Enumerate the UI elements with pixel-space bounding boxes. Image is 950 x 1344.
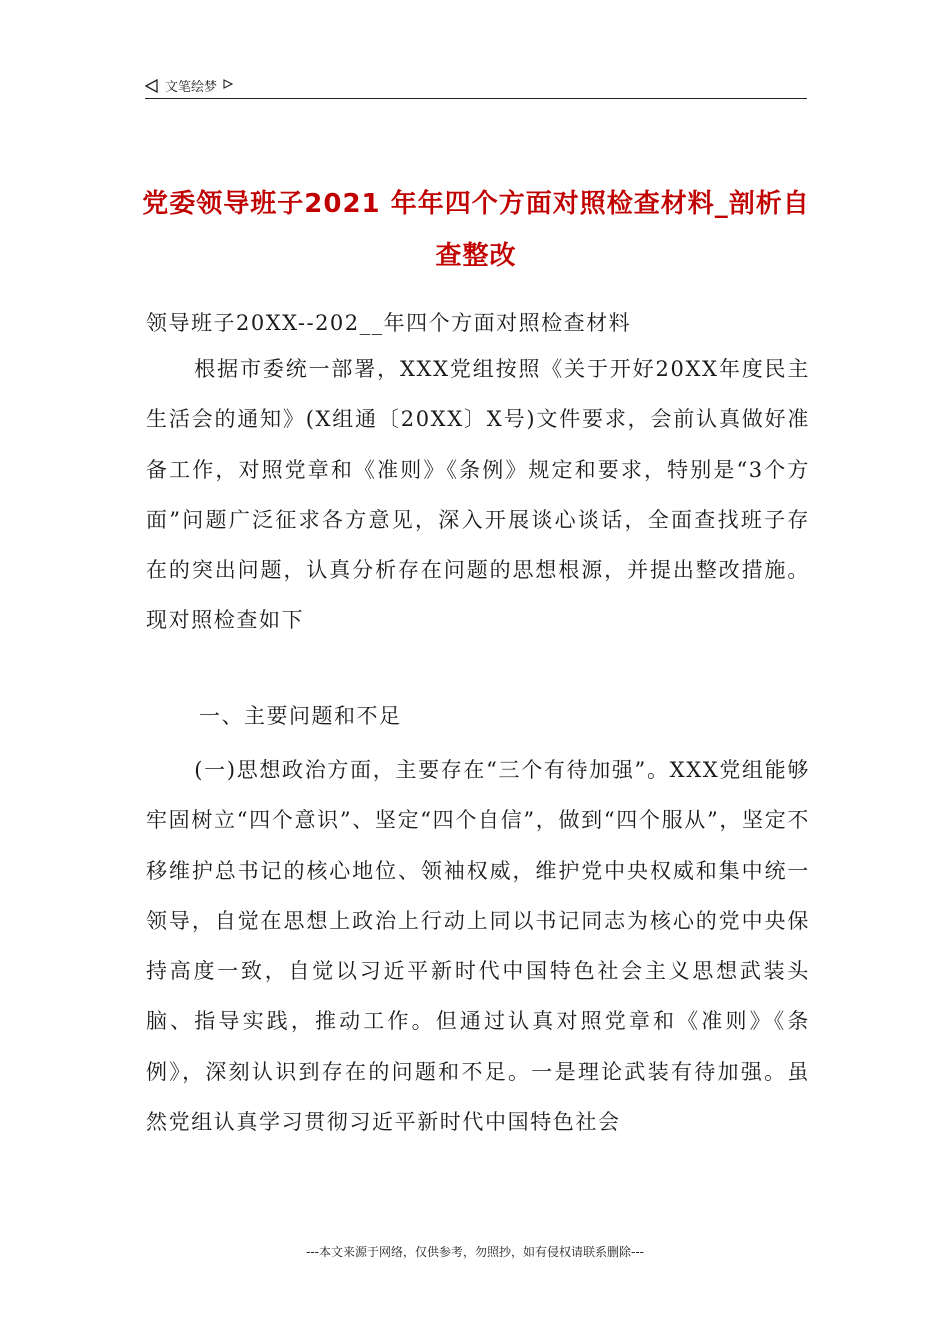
body-paragraph: (一)思想政治方面，主要存在“三个有待加强”。XXX党组能够牢固树立“四个意识”、坚定“四个自信”，做到“四个服从”，坚定不移维护总书记的核心地位、领袖权威，维护党中央权威和集中统一领导，自觉在思想上政治上行动上同以书记同志为核心的党中央保持高度一致，自觉以习近平新时代中国特色社会主义思想武装头脑、指导实践，推动工作。但通过认真对照党章和《准则》《条例》，深刻认识到存在的问题和不足。一是理论武装有待加强。虽然党组认真学习贯彻习近平新时代中国特色社会 [146,758,810,1135]
document-subtitle: 领导班子20XX--202__年四个方面对照检查材料 [146,311,632,335]
intro-paragraph: 根据市委统一部署，XXX党组按照《关于开好20XX年度民主生活会的通知》(X组通〔20XX〕X号)文件要求，会前认真做好准备工作，对照党章和《准则》《条例》规定和要求，特别是“3个方面”问题广泛征求各方意见，深入开展谈心谈话，全面查找班子存在的突出问题，认真分析存在问题的思想根源，并提出整改措施。现对照检查如下 [146,357,810,633]
triangle-right-icon [223,78,233,88]
document-title: 党委领导班子2021 年年四个方面对照检查材料_剖析自查整改 [142,189,810,271]
header-brand [145,76,233,95]
page-header [145,72,807,99]
triangle-left-icon [145,79,159,93]
section-heading: 一、主要问题和不足 [199,704,402,728]
brand-name: 文笔绘梦 [165,80,218,95]
footer-disclaimer: ---本文来源于网络，仅供参考，勿照抄，如有侵权请联系删除--- [306,1245,644,1259]
